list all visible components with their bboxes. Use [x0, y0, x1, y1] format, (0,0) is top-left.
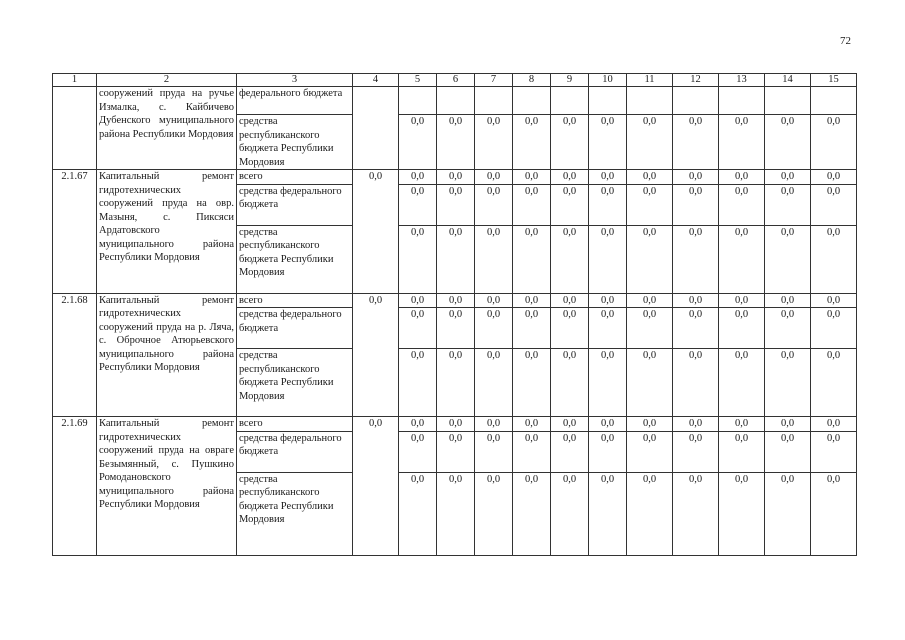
- value-cell: 0,0: [551, 115, 589, 170]
- header-cell: 5: [399, 74, 437, 87]
- header-cell: 9: [551, 74, 589, 87]
- source-label: всего: [237, 417, 353, 432]
- value-cell: 0,0: [765, 308, 811, 349]
- value-cell: 0,0: [551, 349, 589, 417]
- value-cell: 0,0: [475, 225, 513, 293]
- value-cell: 0,0: [475, 431, 513, 472]
- value-cell: 0,0: [627, 225, 673, 293]
- value-cell: 0,0: [719, 431, 765, 472]
- value-cell: 0,0: [673, 115, 719, 170]
- value-cell: 0,0: [513, 170, 551, 185]
- object-name: сооружений пруда на ручье Измалка, с. Кайбичево Дубенского муниципального района Республики Мордовия: [97, 87, 237, 170]
- page-number: 72: [840, 35, 851, 47]
- value-cell: 0,0: [811, 349, 857, 417]
- source-label: средства республиканского бюджета Республики Мордовия: [237, 225, 353, 293]
- value-cell: 0,0: [475, 170, 513, 185]
- row-code: 2.1.69: [53, 417, 97, 556]
- header-cell: 15: [811, 74, 857, 87]
- row-2-1-68-all: [53, 293, 857, 308]
- value-cell: 0,0: [719, 225, 765, 293]
- value-cell: 0,0: [399, 184, 437, 225]
- value-cell: 0,0: [627, 472, 673, 555]
- value-cell: 0,0: [475, 417, 513, 432]
- cont-fed-row: [53, 87, 857, 115]
- value-cell: 0,0: [399, 417, 437, 432]
- value-cell: 0,0: [399, 115, 437, 170]
- header-cell: 4: [353, 74, 399, 87]
- row-2-1-69-all: [53, 417, 857, 432]
- value-cell: 0,0: [719, 472, 765, 555]
- value-cell: 0,0: [475, 308, 513, 349]
- value-cell: 0,0: [475, 115, 513, 170]
- value-cell: 0,0: [513, 115, 551, 170]
- value-cell: 0,0: [765, 184, 811, 225]
- value-cell: 0,0: [765, 431, 811, 472]
- value-cell: 0,0: [765, 293, 811, 308]
- value-cell: 0,0: [589, 472, 627, 555]
- value-cell: 0,0: [673, 472, 719, 555]
- value-cell: 0,0: [589, 170, 627, 185]
- value-cell: 0,0: [513, 431, 551, 472]
- value-cell: 0,0: [437, 417, 475, 432]
- header-cell: 13: [719, 74, 765, 87]
- value-cell: 0,0: [475, 472, 513, 555]
- total-cell: [353, 87, 399, 170]
- value-cell: 0,0: [551, 225, 589, 293]
- value-cell: 0,0: [437, 293, 475, 308]
- value-cell: 0,0: [551, 431, 589, 472]
- value-cell: 0,0: [513, 184, 551, 225]
- budget-table: [52, 73, 857, 556]
- value-cell: 0,0: [673, 170, 719, 185]
- value-cell: 0,0: [551, 472, 589, 555]
- value-cell: 0,0: [811, 293, 857, 308]
- value-cell: 0,0: [399, 225, 437, 293]
- value-cell: 0,0: [399, 349, 437, 417]
- value-cell: 0,0: [811, 225, 857, 293]
- header-cell: 3: [237, 74, 353, 87]
- value-cell: 0,0: [765, 170, 811, 185]
- value-cell: 0,0: [589, 349, 627, 417]
- value-cell: 0,0: [437, 184, 475, 225]
- value-cell: 0,0: [765, 349, 811, 417]
- source-label: всего: [237, 293, 353, 308]
- value-cell: 0,0: [765, 472, 811, 555]
- value-cell: 0,0: [589, 225, 627, 293]
- value-cell: 0,0: [811, 431, 857, 472]
- value-cell: 0,0: [589, 417, 627, 432]
- value-cell: 0,0: [437, 170, 475, 185]
- value-cell: 0,0: [673, 417, 719, 432]
- value-cell: 0,0: [589, 431, 627, 472]
- header-cell: 1: [53, 74, 97, 87]
- header-cell: 7: [475, 74, 513, 87]
- source-label: средства федерального бюджета: [237, 431, 353, 472]
- value-cell: 0,0: [811, 417, 857, 432]
- value-cell: 0,0: [719, 308, 765, 349]
- value-cell: 0,0: [475, 349, 513, 417]
- value-cell: 0,0: [437, 308, 475, 349]
- value-cell: 0,0: [627, 308, 673, 349]
- value-cell: 0,0: [475, 184, 513, 225]
- value-cell: 0,0: [589, 293, 627, 308]
- header-cell: 11: [627, 74, 673, 87]
- source-label: средства республиканского бюджета Республики Мордовия: [237, 115, 353, 170]
- total-value: 0,0: [353, 293, 399, 417]
- value-cell: 0,0: [399, 472, 437, 555]
- value-cell: 0,0: [551, 293, 589, 308]
- value-cell: 0,0: [437, 472, 475, 555]
- value-cell: 0,0: [811, 308, 857, 349]
- value-cell: 0,0: [589, 184, 627, 225]
- value-cell: 0,0: [551, 308, 589, 349]
- value-cell: 0,0: [673, 349, 719, 417]
- value-cell: 0,0: [673, 431, 719, 472]
- source-label: средства республиканского бюджета Республики Мордовия: [237, 349, 353, 417]
- row-2-1-67-all: [53, 170, 857, 185]
- value-cell: 0,0: [719, 349, 765, 417]
- total-value: 0,0: [353, 417, 399, 556]
- value-cell: 0,0: [811, 184, 857, 225]
- value-cell: 0,0: [627, 349, 673, 417]
- value-cell: 0,0: [765, 225, 811, 293]
- source-label: средства федерального бюджета: [237, 308, 353, 349]
- value-cell: 0,0: [513, 225, 551, 293]
- value-cell: 0,0: [551, 184, 589, 225]
- code-cell: [53, 87, 97, 170]
- value-cell: 0,0: [627, 417, 673, 432]
- value-cell: 0,0: [811, 472, 857, 555]
- total-value: 0,0: [353, 170, 399, 294]
- value-cell: 0,0: [627, 184, 673, 225]
- header-cell: 8: [513, 74, 551, 87]
- value-cell: 0,0: [719, 293, 765, 308]
- value-cell: 0,0: [811, 170, 857, 185]
- value-cell: 0,0: [673, 184, 719, 225]
- header-row: [53, 74, 857, 87]
- value-cell: 0,0: [589, 115, 627, 170]
- row-code: 2.1.67: [53, 170, 97, 294]
- value-cell: 0,0: [765, 417, 811, 432]
- value-cell: 0,0: [719, 170, 765, 185]
- header-cell: 10: [589, 74, 627, 87]
- value-cell: 0,0: [399, 431, 437, 472]
- value-cell: 0,0: [719, 417, 765, 432]
- value-cell: 0,0: [811, 115, 857, 170]
- value-cell: 0,0: [673, 225, 719, 293]
- header-cell: 14: [765, 74, 811, 87]
- value-cell: 0,0: [475, 293, 513, 308]
- value-cell: 0,0: [513, 349, 551, 417]
- object-name: Капитальный ремонт гидротехнических сооружений пруда на р. Ляча, с. Оброчное Атюрьевского муниципального района Республики Мордовия: [97, 293, 237, 417]
- source-label: всего: [237, 170, 353, 185]
- value-cell: 0,0: [765, 115, 811, 170]
- value-cell: 0,0: [437, 349, 475, 417]
- value-cell: 0,0: [513, 308, 551, 349]
- value-cell: 0,0: [437, 225, 475, 293]
- object-name: Капитальный ремонт гидротехнических сооружений пруда на овраге Безымянный, с. Пушкино Ромодановского муниципального района Республики Мордовия: [97, 417, 237, 556]
- header-cell: 6: [437, 74, 475, 87]
- header-cell: 12: [673, 74, 719, 87]
- header-cell: 2: [97, 74, 237, 87]
- value-cell: 0,0: [627, 431, 673, 472]
- row-code: 2.1.68: [53, 293, 97, 417]
- value-cell: 0,0: [513, 472, 551, 555]
- value-cell: 0,0: [551, 170, 589, 185]
- value-cell: 0,0: [437, 431, 475, 472]
- value-cell: 0,0: [399, 293, 437, 308]
- value-cell: 0,0: [627, 170, 673, 185]
- value-cell: 0,0: [673, 308, 719, 349]
- source-label: федерального бюджета: [237, 87, 353, 115]
- value-cell: 0,0: [627, 293, 673, 308]
- value-cell: 0,0: [673, 293, 719, 308]
- value-cell: 0,0: [399, 170, 437, 185]
- object-name: Капитальный ремонт гидротехнических сооружений пруда на овр. Мазыня, с. Пиксяси Ардатовского муниципального района Республики Мордовия: [97, 170, 237, 294]
- value-cell: 0,0: [627, 115, 673, 170]
- value-cell: 0,0: [513, 293, 551, 308]
- source-label: средства республиканского бюджета Республики Мордовия: [237, 472, 353, 555]
- value-cell: 0,0: [437, 115, 475, 170]
- source-label: средства федерального бюджета: [237, 184, 353, 225]
- value-cell: 0,0: [551, 417, 589, 432]
- value-cell: 0,0: [719, 184, 765, 225]
- value-cell: 0,0: [719, 115, 765, 170]
- value-cell: 0,0: [513, 417, 551, 432]
- value-cell: 0,0: [399, 308, 437, 349]
- value-cell: 0,0: [589, 308, 627, 349]
